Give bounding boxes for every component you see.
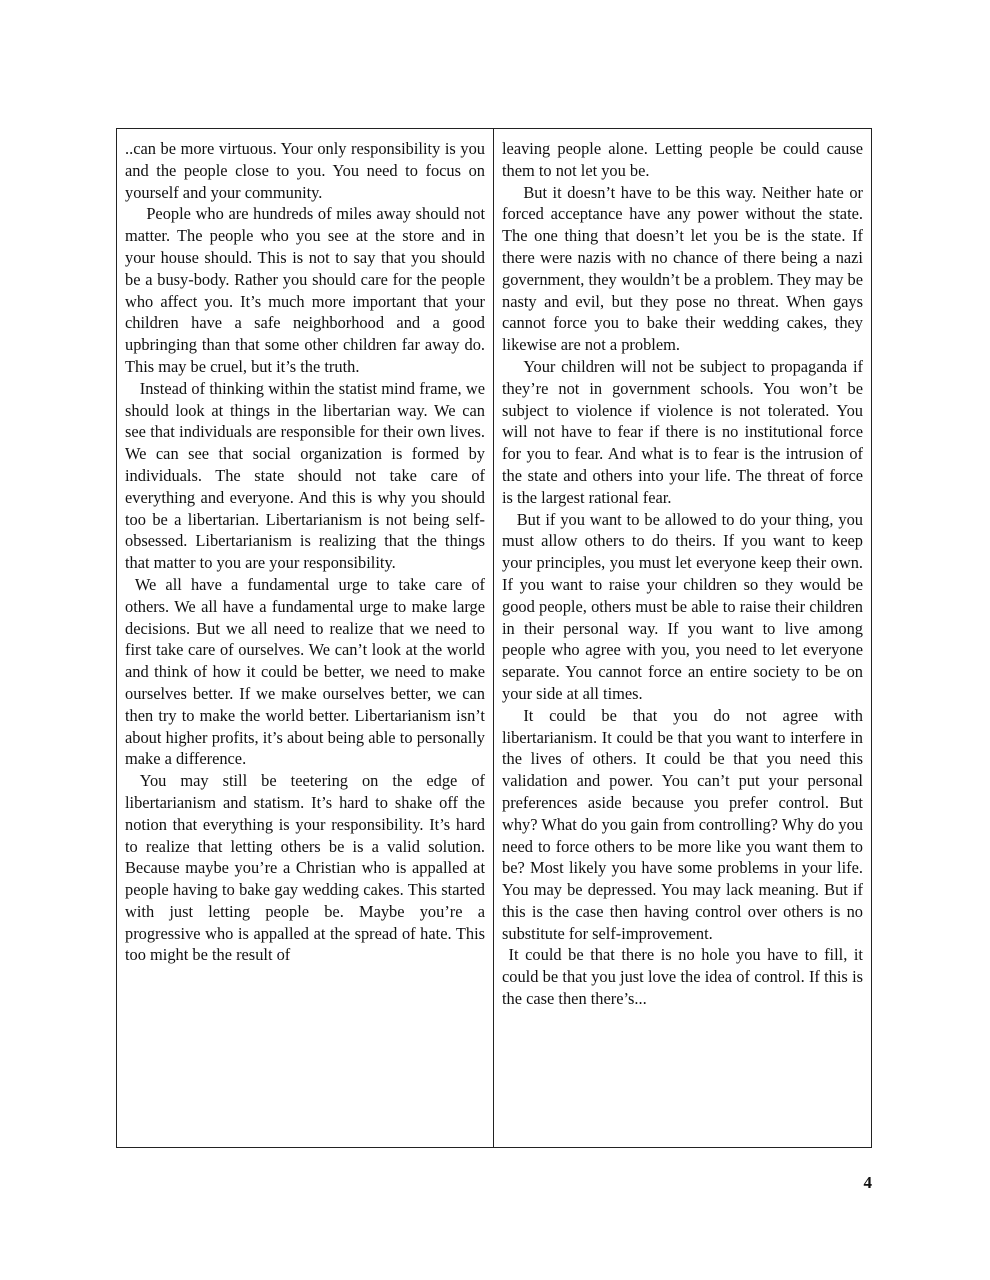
paragraph: Instead of thinking within the statist mind frame, we should look at things in the libertarian way. We can see that individuals are responsible for their own lives. We can see that social organization is formed by individuals. The state should not take care of everything and everyone. And this is why you should too be a libertarian. Libertarianism is not being self-obsessed. Libertarianism is realizing that the things that matter to you are your responsibility. xyxy=(125,378,485,573)
paragraph: We all have a fundamental urge to take care of others. We all have a fundamental urge to make large decisions. But we all need to realize that we need to first take care of ourselves. We can’t look at the world and think of how it could be better, we need to make ourselves better. If we make ourselves better, we can then try to make the world better. Libertarianism isn’t about higher profits, it’s about being able to personally make a difference. xyxy=(125,574,485,769)
right-column xyxy=(494,129,871,1147)
paragraph: People who are hundreds of miles away should not matter. The people who you see at the store and in your house should. This is not to say that you should be a busy-body. Rather you should care for the people who affect you. It’s much more important that your children have a safe neighborhood and a good upbringing than that some other children far away do. This may be cruel, but it’s the truth. xyxy=(125,204,485,376)
paragraph: Your children will not be subject to propaganda if they’re not in government schools. You won’t be subject to violence if violence is not tolerated. You will not have to fear if there is no institutional force for you to fear. And what is to fear is the intrusion of the state and others into your life. The threat of force is the largest rational fear. xyxy=(502,356,863,507)
paragraph: You may still be teetering on the edge of libertarianism and statism. It’s hard to shake off the notion that everything is your responsibility. It’s hard to realize that letting others be is a valid solution. Because maybe you’re a Christian who is appalled at people having to bake gay wedding cakes. This started with just letting people be. Maybe you’re a progressive who is appalled at the spread of hate. This too might be the result of xyxy=(125,771,485,965)
two-column-text-table xyxy=(116,128,872,1148)
left-column xyxy=(117,129,494,1147)
paragraph: But if you want to be allowed to do your thing, you must allow others to do theirs. If you want to keep your principles, you must let everyone keep their own. If you want to raise your children so they would be good people, others must be able to raise their children in their personal way. If you want to live among people who agree with you, you need to let everyone separate. You cannot force an entire society to be on your side at all times. xyxy=(502,509,863,703)
paragraph: It could be that there is no hole you have to fill, it could be that you just love the idea of control. If this is the case then there’s... xyxy=(502,945,863,1009)
paragraph: It could be that you do not agree with libertarianism. It could be that you want to interfere in the lives of others. It could be that you need this validation and power. You can’t put your personal preferences aside because you prefer control. But why? What do you gain from controlling? Why do you need to force others to be more like you want them to be? Most likely you have some problems in your life. You may be depressed. You may lack meaning. But if this is the case then having control over others is no substitute for self-improvement. xyxy=(502,705,863,943)
paragraph: But it doesn’t have to be this way. Neither hate or forced acceptance have any power without the state. The one thing that doesn’t let you be is the state. If there were nazis with no chance of there being a nazi government, they wouldn’t be a problem. They may be nasty and evil, but they pose no threat. When gays cannot force you to bake their wedding cakes, they likewise are not a problem. xyxy=(502,182,863,355)
page-number: 4 xyxy=(863,1173,872,1192)
paragraph: leaving people alone. Letting people be could cause them to not let you be. xyxy=(502,139,863,180)
paragraph: ..can be more virtuous. Your only responsibility is you and the people close to you. You need to focus on yourself and your community. xyxy=(125,139,485,202)
